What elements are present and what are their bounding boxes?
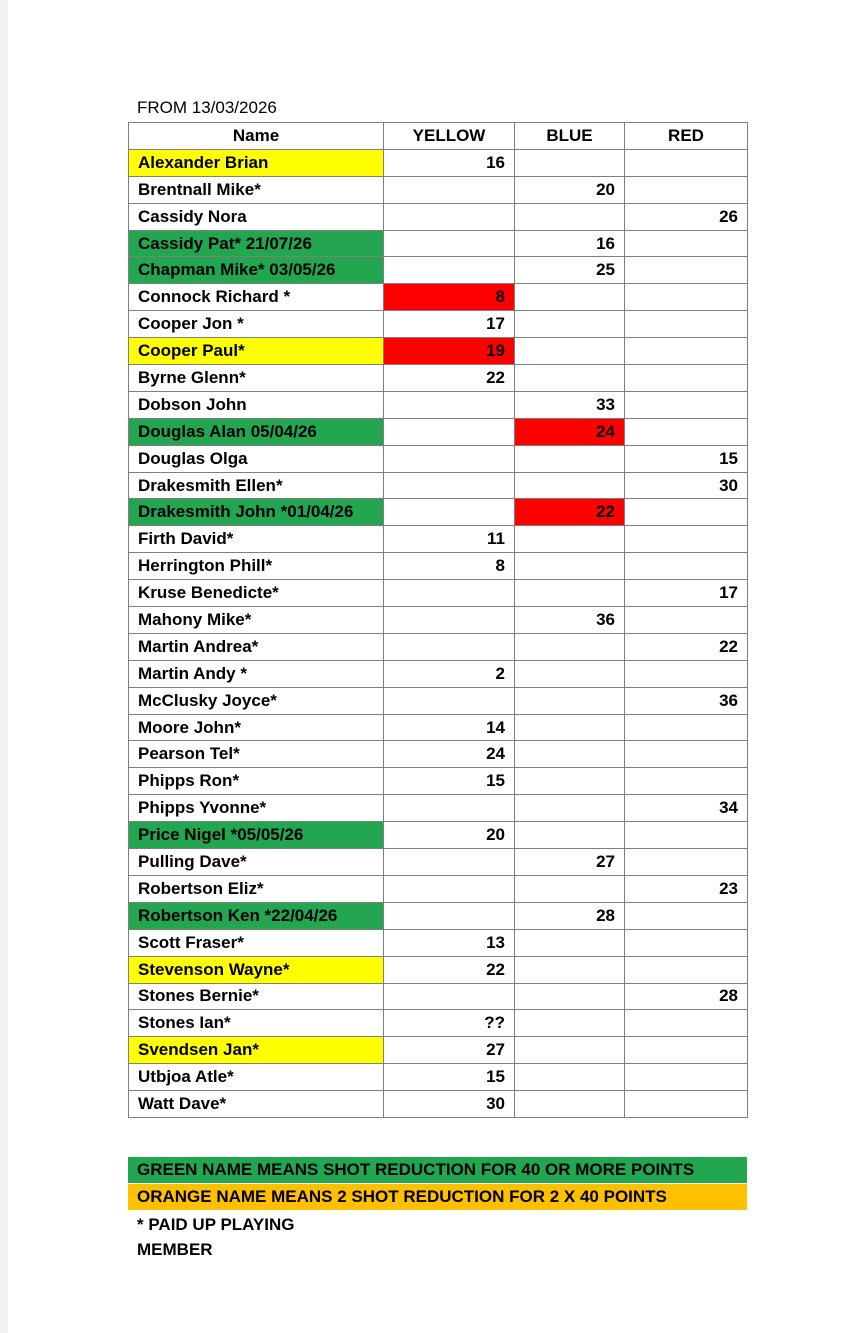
table-row	[129, 983, 748, 1010]
yellow-handicap	[384, 499, 515, 526]
player-name: McClusky Joyce*	[129, 687, 384, 714]
red-handicap	[625, 391, 748, 418]
table-row	[129, 768, 748, 795]
red-handicap	[625, 1091, 748, 1118]
player-name: Kruse Benedicte*	[129, 580, 384, 607]
header-blue: BLUE	[515, 123, 625, 150]
yellow-handicap: 22	[384, 956, 515, 983]
player-name: Stevenson Wayne*	[129, 956, 384, 983]
blue-handicap	[515, 768, 625, 795]
blue-handicap: 33	[515, 391, 625, 418]
player-name: Phipps Yvonne*	[129, 795, 384, 822]
blue-handicap: 36	[515, 607, 625, 634]
red-handicap	[625, 768, 748, 795]
blue-handicap	[515, 795, 625, 822]
blue-handicap	[515, 445, 625, 472]
header-red: RED	[625, 123, 748, 150]
blue-handicap	[515, 1010, 625, 1037]
player-name: Cooper Jon *	[129, 311, 384, 338]
footnote-line-2: MEMBER	[137, 1240, 213, 1259]
yellow-handicap: 24	[384, 741, 515, 768]
player-name: Scott Fraser*	[129, 929, 384, 956]
blue-handicap: 27	[515, 849, 625, 876]
red-handicap	[625, 499, 748, 526]
table-body	[129, 149, 748, 1117]
blue-handicap	[515, 875, 625, 902]
table-row	[129, 633, 748, 660]
blue-handicap	[515, 1064, 625, 1091]
red-handicap	[625, 338, 748, 365]
red-handicap: 23	[625, 875, 748, 902]
yellow-handicap: 19	[384, 338, 515, 365]
handicap-table	[128, 122, 748, 1118]
player-name: Cassidy Pat* 21/07/26	[129, 230, 384, 257]
red-handicap: 15	[625, 445, 748, 472]
table-row	[129, 1010, 748, 1037]
player-name: Drakesmith Ellen*	[129, 472, 384, 499]
yellow-handicap: 16	[384, 149, 515, 176]
red-handicap: 30	[625, 472, 748, 499]
blue-handicap: 20	[515, 176, 625, 203]
table-row	[129, 445, 748, 472]
yellow-handicap: 13	[384, 929, 515, 956]
player-name: Moore John*	[129, 714, 384, 741]
blue-handicap	[515, 741, 625, 768]
table-row	[129, 1064, 748, 1091]
blue-handicap	[515, 822, 625, 849]
red-handicap	[625, 230, 748, 257]
table-row	[129, 230, 748, 257]
table-row	[129, 472, 748, 499]
footnote	[137, 1212, 294, 1262]
table-row	[129, 902, 748, 929]
red-handicap	[625, 1037, 748, 1064]
player-name: Utbjoa Atle*	[129, 1064, 384, 1091]
player-name: Cooper Paul*	[129, 338, 384, 365]
player-name: Herrington Phill*	[129, 553, 384, 580]
blue-handicap	[515, 553, 625, 580]
player-name: Firth David*	[129, 526, 384, 553]
table-row	[129, 553, 748, 580]
player-name: Watt Dave*	[129, 1091, 384, 1118]
red-handicap	[625, 176, 748, 203]
yellow-handicap	[384, 580, 515, 607]
red-handicap	[625, 714, 748, 741]
blue-handicap	[515, 472, 625, 499]
red-handicap	[625, 902, 748, 929]
table-row	[129, 1091, 748, 1118]
green-name-note: GREEN NAME MEANS SHOT REDUCTION FOR 40 OR MORE POINTS	[128, 1157, 747, 1183]
table-row	[129, 822, 748, 849]
red-handicap	[625, 257, 748, 284]
header-name: Name	[129, 123, 384, 150]
footnote-line-1: * PAID UP PLAYING	[137, 1215, 295, 1234]
blue-handicap: 16	[515, 230, 625, 257]
yellow-handicap	[384, 230, 515, 257]
table-row	[129, 338, 748, 365]
yellow-handicap: ??	[384, 1010, 515, 1037]
table-row	[129, 580, 748, 607]
yellow-handicap: 17	[384, 311, 515, 338]
red-handicap: 34	[625, 795, 748, 822]
player-name: Byrne Glenn*	[129, 365, 384, 392]
yellow-handicap	[384, 875, 515, 902]
player-name: Douglas Alan 05/04/26	[129, 418, 384, 445]
table-row	[129, 660, 748, 687]
yellow-handicap: 20	[384, 822, 515, 849]
blue-handicap	[515, 929, 625, 956]
blue-handicap	[515, 365, 625, 392]
player-name: Alexander Brian	[129, 149, 384, 176]
yellow-handicap: 8	[384, 284, 515, 311]
red-handicap	[625, 311, 748, 338]
table-row	[129, 849, 748, 876]
yellow-handicap	[384, 849, 515, 876]
yellow-handicap	[384, 257, 515, 284]
yellow-handicap	[384, 902, 515, 929]
table-row	[129, 1037, 748, 1064]
yellow-handicap: 27	[384, 1037, 515, 1064]
red-handicap	[625, 929, 748, 956]
yellow-handicap: 15	[384, 1064, 515, 1091]
red-handicap: 22	[625, 633, 748, 660]
table-row	[129, 499, 748, 526]
yellow-handicap	[384, 418, 515, 445]
yellow-handicap	[384, 472, 515, 499]
red-handicap	[625, 365, 748, 392]
yellow-handicap: 2	[384, 660, 515, 687]
player-name: Stones Ian*	[129, 1010, 384, 1037]
blue-handicap	[515, 1037, 625, 1064]
blue-handicap	[515, 311, 625, 338]
player-name: Phipps Ron*	[129, 768, 384, 795]
yellow-handicap: 22	[384, 365, 515, 392]
yellow-handicap: 14	[384, 714, 515, 741]
yellow-handicap: 8	[384, 553, 515, 580]
red-handicap	[625, 149, 748, 176]
blue-handicap	[515, 203, 625, 230]
table-row	[129, 714, 748, 741]
blue-handicap: 22	[515, 499, 625, 526]
player-name: Drakesmith John *01/04/26	[129, 499, 384, 526]
player-name: Svendsen Jan*	[129, 1037, 384, 1064]
player-name: Martin Andrea*	[129, 633, 384, 660]
table-row	[129, 284, 748, 311]
yellow-handicap	[384, 607, 515, 634]
red-handicap: 28	[625, 983, 748, 1010]
table-row	[129, 956, 748, 983]
yellow-handicap	[384, 176, 515, 203]
red-handicap	[625, 284, 748, 311]
table-row	[129, 257, 748, 284]
red-handicap: 17	[625, 580, 748, 607]
orange-name-note: ORANGE NAME MEANS 2 SHOT REDUCTION FOR 2 X 40 POINTS	[128, 1184, 747, 1210]
player-name: Robertson Eliz*	[129, 875, 384, 902]
table-row	[129, 311, 748, 338]
red-handicap	[625, 849, 748, 876]
yellow-handicap: 11	[384, 526, 515, 553]
table-row	[129, 418, 748, 445]
player-name: Dobson John	[129, 391, 384, 418]
red-handicap	[625, 741, 748, 768]
player-name: Douglas Olga	[129, 445, 384, 472]
yellow-handicap	[384, 983, 515, 1010]
table-row	[129, 365, 748, 392]
yellow-handicap	[384, 203, 515, 230]
yellow-handicap	[384, 795, 515, 822]
yellow-handicap: 15	[384, 768, 515, 795]
blue-handicap	[515, 660, 625, 687]
blue-handicap	[515, 1091, 625, 1118]
red-handicap	[625, 822, 748, 849]
yellow-handicap: 30	[384, 1091, 515, 1118]
red-handicap	[625, 1064, 748, 1091]
blue-handicap	[515, 338, 625, 365]
table-row	[129, 149, 748, 176]
yellow-handicap	[384, 391, 515, 418]
blue-handicap	[515, 687, 625, 714]
blue-handicap: 24	[515, 418, 625, 445]
header-yellow: YELLOW	[384, 123, 515, 150]
blue-handicap	[515, 284, 625, 311]
player-name: Brentnall Mike*	[129, 176, 384, 203]
player-name: Stones Bernie*	[129, 983, 384, 1010]
yellow-handicap	[384, 633, 515, 660]
blue-handicap	[515, 526, 625, 553]
red-handicap: 26	[625, 203, 748, 230]
player-name: Martin Andy *	[129, 660, 384, 687]
red-handicap	[625, 660, 748, 687]
page-edge	[0, 0, 8, 1333]
player-name: Pulling Dave*	[129, 849, 384, 876]
yellow-handicap	[384, 687, 515, 714]
player-name: Price Nigel *05/05/26	[129, 822, 384, 849]
table-row	[129, 176, 748, 203]
red-handicap	[625, 607, 748, 634]
red-handicap	[625, 418, 748, 445]
table-row	[129, 741, 748, 768]
red-handicap	[625, 553, 748, 580]
red-handicap	[625, 956, 748, 983]
blue-handicap: 28	[515, 902, 625, 929]
table-row	[129, 929, 748, 956]
blue-handicap: 25	[515, 257, 625, 284]
table-row	[129, 607, 748, 634]
table-row	[129, 795, 748, 822]
player-name: Cassidy Nora	[129, 203, 384, 230]
table-row	[129, 203, 748, 230]
blue-handicap	[515, 714, 625, 741]
blue-handicap	[515, 633, 625, 660]
red-handicap	[625, 1010, 748, 1037]
table-row	[129, 875, 748, 902]
player-name: Connock Richard *	[129, 284, 384, 311]
player-name: Chapman Mike* 03/05/26	[129, 257, 384, 284]
yellow-handicap	[384, 445, 515, 472]
blue-handicap	[515, 983, 625, 1010]
player-name: Pearson Tel*	[129, 741, 384, 768]
from-date-label: FROM 13/03/2026	[137, 98, 277, 117]
red-handicap: 36	[625, 687, 748, 714]
blue-handicap	[515, 580, 625, 607]
red-handicap	[625, 526, 748, 553]
table-row	[129, 526, 748, 553]
header-row	[129, 123, 748, 150]
player-name: Robertson Ken *22/04/26	[129, 902, 384, 929]
table-row	[129, 687, 748, 714]
table-row	[129, 391, 748, 418]
blue-handicap	[515, 956, 625, 983]
blue-handicap	[515, 149, 625, 176]
player-name: Mahony Mike*	[129, 607, 384, 634]
